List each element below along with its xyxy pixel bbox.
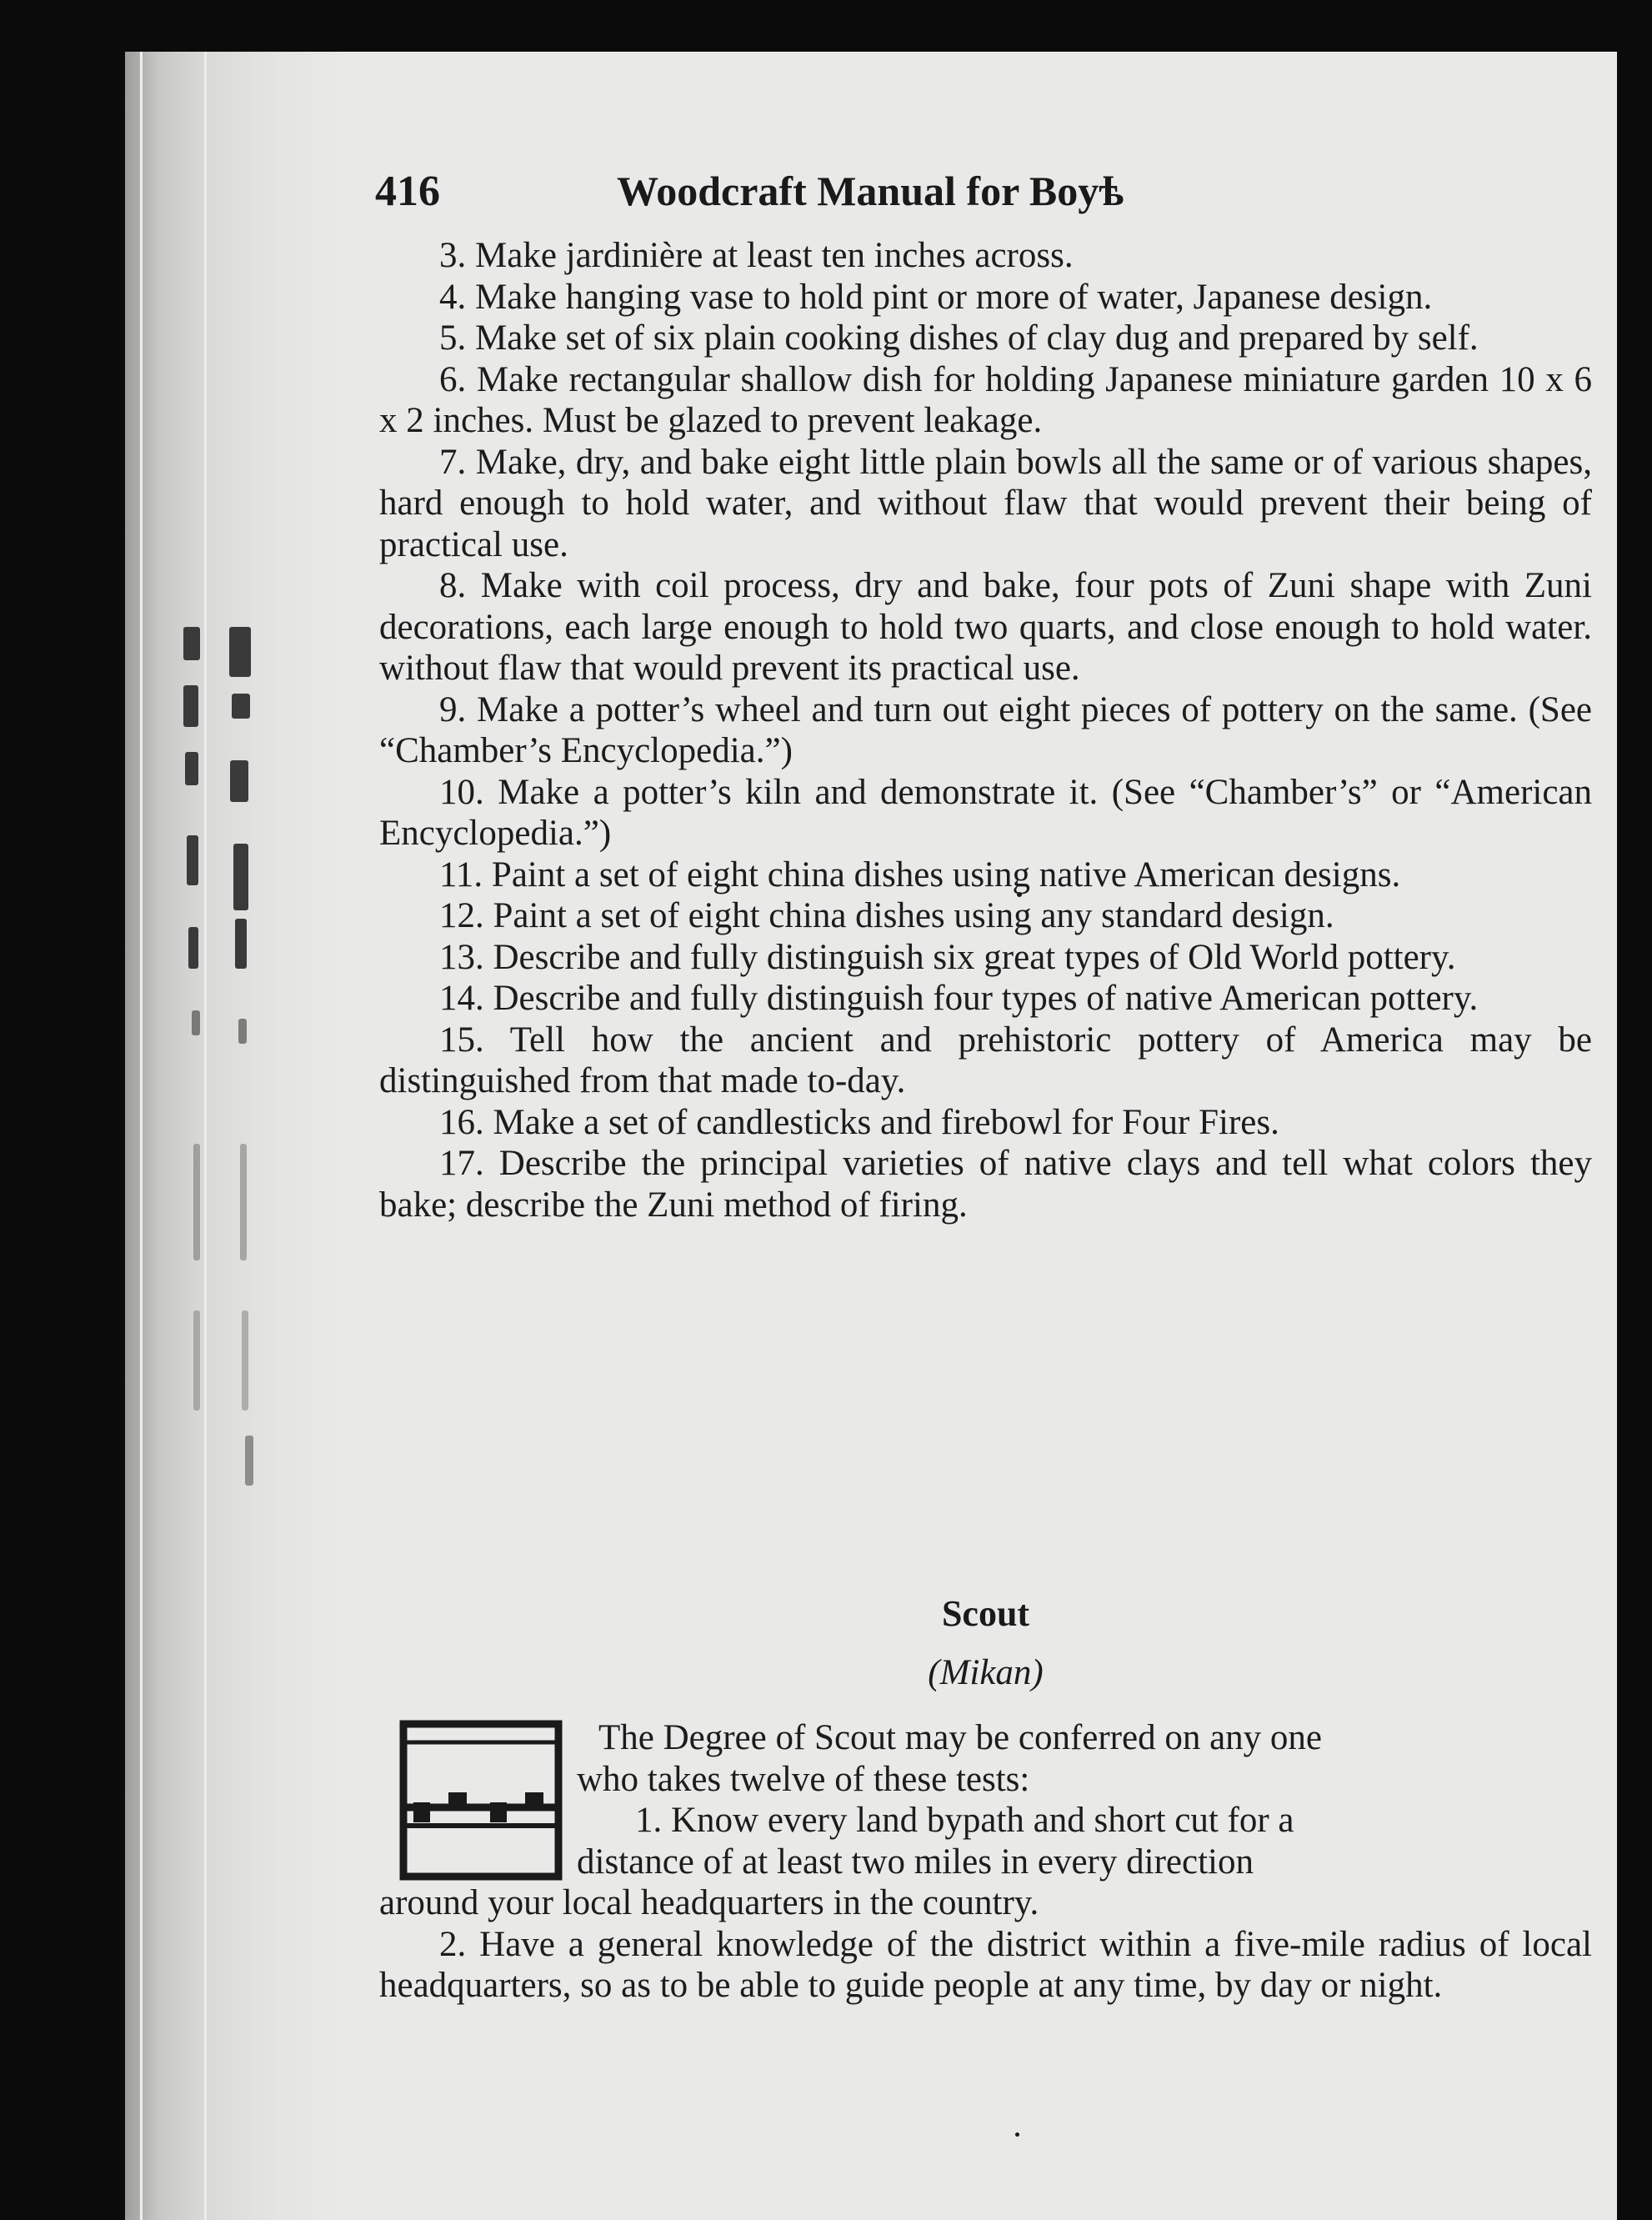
test-item: 9. Make a potter’s wheel and turn out eight pieces of pottery on the same. (See “Chamber’s Encyclopedia.”) (379, 689, 1592, 770)
scout-section-text (379, 1717, 1592, 2007)
test-item: 10. Make a potter’s kiln and demonstrate it. (See “Chamber’s” or “American Encyclopedia.”) (379, 772, 1592, 853)
test-item-line: 1. Know every land bypath and short cut for a (635, 1801, 1294, 1840)
test-list (379, 235, 1592, 1225)
test-item: 3. Make jardinière at least ten inches across. (439, 236, 1074, 275)
test-item: 16. Make a set of candlesticks and firebowl for Four Fires. (439, 1102, 1279, 1142)
test-item: 13. Describe and fully distinguish six great types of Old World pottery. (439, 937, 1456, 977)
test-item: 5. Make set of six plain cooking dishes of clay dug and prepared by self. (439, 318, 1479, 358)
test-item-line: distance of at least two miles in every direction (577, 1842, 1254, 1882)
test-item: 7. Make, dry, and bake eight little plain bowls all the same or of various shapes, hard enough to hold water, and without flaw that would prevent their being of practical use. (379, 442, 1592, 564)
page-number: 416 (375, 168, 440, 215)
test-item: 8. Make with coil process, dry and bake, four pots of Zuni shape with Zuni decorations, each large enough to hold two quarts, and close enough to hold water. without flaw that would prevent its practical use. (379, 566, 1592, 688)
test-item: 6. Make rectangular shallow dish for holding Japanese miniature garden 10 x 6 x 2 inches. Must be glazed to prevent leakage. (379, 359, 1592, 440)
intro-line: who takes twelve of these tests: (577, 1759, 1030, 1799)
section-subtitle: (Mikan) (928, 1653, 1044, 1692)
test-item: 11. Paint a set of eight china dishes using native American designs. (439, 854, 1401, 895)
running-title: Woodcraft Manual for Boyѣ (617, 168, 1124, 214)
section-title: Scout (941, 1593, 1030, 1634)
test-item: 17. Describe the principal varieties of native clays and tell what colors they bake; describe the Zuni method of firing. (379, 1144, 1592, 1225)
show-through-bleed (175, 560, 342, 1644)
intro-line: The Degree of Scout may be conferred on any one (598, 1718, 1322, 1757)
test-item: 2. Have a general knowledge of the district within a five-mile radius of local headquarters, so as to be able to guide people at any time, by day or night. (379, 1924, 1592, 2005)
ink-speck (1015, 2132, 1019, 2137)
test-item: 4. Make hanging vase to hold pint or more of water, Japanese design. (439, 277, 1433, 317)
test-item-line: around your local headquarters in the country. (379, 1883, 1039, 1922)
test-item: 14. Describe and fully distinguish four types of native American pottery. (439, 979, 1479, 1018)
page-edge-line (140, 52, 143, 2220)
test-item: 15. Tell how the ancient and prehistoric pottery of America may be distinguished from that made to-day. (379, 1020, 1592, 1100)
test-item: 12. Paint a set of eight china dishes using any standard design. (439, 896, 1334, 935)
running-head (375, 167, 1209, 225)
